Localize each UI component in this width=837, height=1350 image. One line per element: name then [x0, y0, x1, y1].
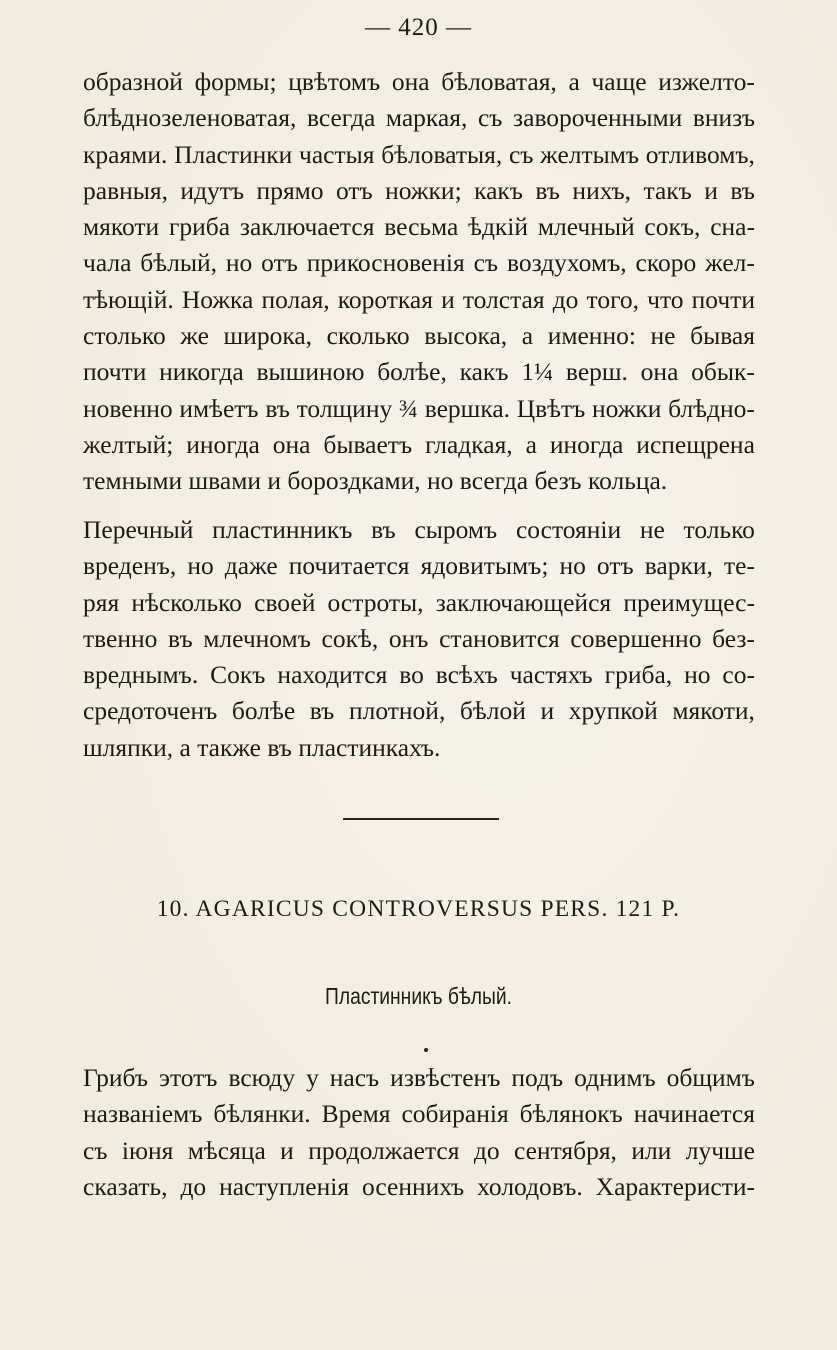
text-line: ряя нѣсколько своей остроты, заключающейся преимущес-	[83, 587, 755, 617]
section-divider	[343, 818, 499, 820]
text-line: твенно въ млечномъ сокѣ, онъ становится совершенно без-	[83, 623, 755, 653]
text-line: вреденъ, но даже почитается ядовитымъ; но отъ варки, те-	[83, 551, 755, 581]
page-number: — 420 —	[365, 14, 472, 41]
text-line: Грибъ этотъ всюду у насъ извѣстенъ подъ однимъ общимъ	[83, 1063, 755, 1092]
species-heading: 10. AGARICUS CONTROVERSUS PERS. 121 P.	[156, 896, 681, 922]
paragraph-belyanka	[83, 1060, 755, 1205]
text-line: столько же широка, сколько высока, а именно: не бывая	[83, 321, 755, 351]
text-line: новенно имѣетъ въ толщину ¾ вершка. Цвѣтъ ножки блѣдно-	[83, 393, 755, 423]
common-name-heading: Пластинникъ бѣлый.	[325, 983, 512, 1009]
text-line: вреднымъ. Сокъ находится во всѣхъ частяхъ гриба, но со-	[83, 660, 755, 690]
text-line: шляпки, а также въ пластинкахъ.	[83, 732, 441, 762]
text-line: образной формы; цвѣтомъ она бѣловатая, а чаще изжелто-	[83, 67, 755, 96]
text-line: съ іюня мѣсяца и продолжается до сентября, или лучше	[83, 1135, 755, 1165]
text-line: названіемъ бѣлянки. Время собиранія бѣлянокъ начинается	[83, 1099, 755, 1129]
text-line: тѣющій. Ножка полая, короткая и толстая до того, что почти	[83, 284, 755, 314]
text-line: темными швами и бороздками, но всегда безъ кольца.	[83, 466, 668, 496]
text-line: почти никогда вышиною болѣе, какъ 1¼ верш. она обык-	[83, 357, 755, 387]
text-line: чала бѣлый, но отъ прикосновенія съ воздухомъ, скоро жел-	[83, 248, 755, 278]
text-line: мякоти гриба заключается весьма ѣдкій млечный сокъ, сна-	[83, 212, 755, 242]
paragraph-toxicity	[83, 512, 755, 766]
text-line: блѣднозеленоватая, всегда маркая, съ завороченными внизъ	[83, 103, 755, 133]
text-line: равныя, идутъ прямо отъ ножки; какъ въ нихъ, такъ и въ	[83, 175, 755, 205]
text-line: средоточенъ болѣе въ плотной, бѣлой и хрупкой мякоти,	[83, 696, 755, 726]
print-speck	[424, 1048, 428, 1052]
text-line: сказать, до наступленія осеннихъ холодовъ. Характеристи-	[83, 1171, 755, 1201]
text-line: Перечный пластинникъ въ сыромъ состояніи не только	[83, 515, 755, 544]
paragraph-description	[83, 64, 755, 500]
text-line: желтый; иногда она бываетъ гладкая, а иногда испещрена	[83, 429, 755, 459]
text-line: краями. Пластинки частыя бѣловатыя, съ желтымъ отливомъ,	[83, 139, 755, 169]
